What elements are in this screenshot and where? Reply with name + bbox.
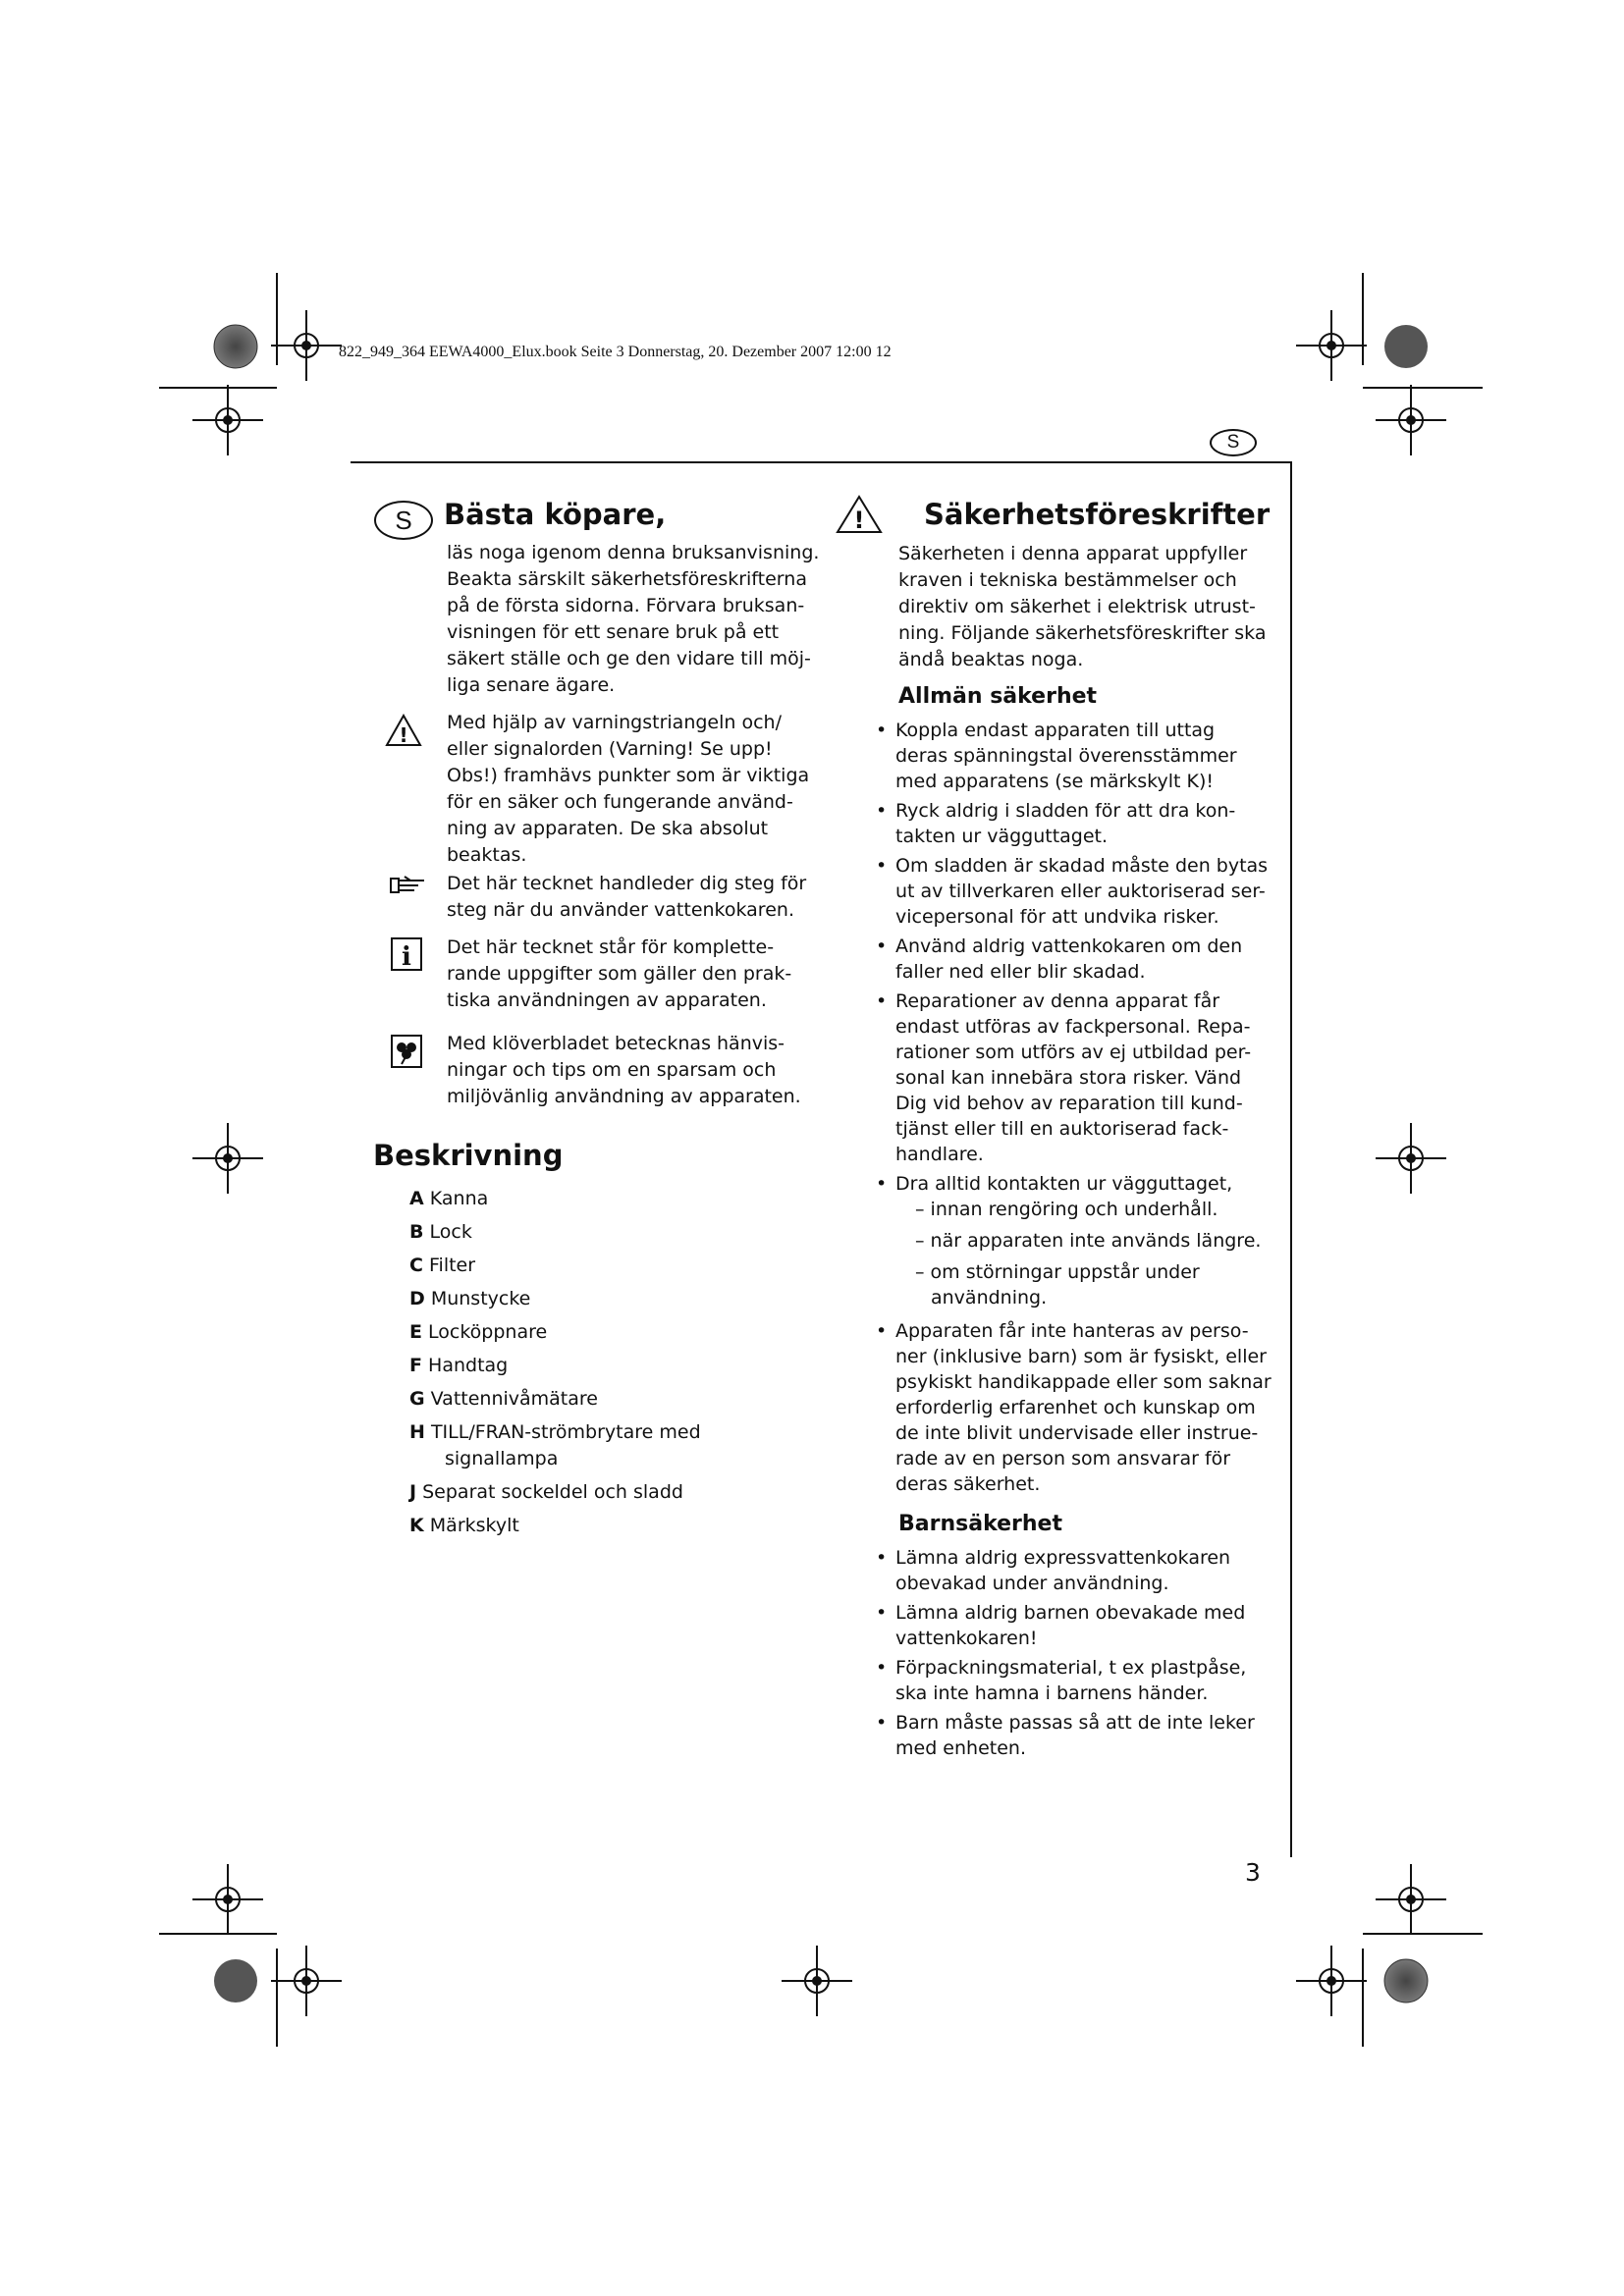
note-line: Det här tecknet står för komplette- <box>447 936 775 958</box>
list-line: de inte blivit undervisade eller instrue- <box>895 1422 1259 1444</box>
part-text: Vattennivåmätare <box>430 1388 598 1410</box>
list-line: rade av en person som ansvarar för <box>895 1448 1231 1469</box>
dash-item <box>915 1197 1288 1222</box>
part-letter: G <box>409 1388 425 1410</box>
note-steps <box>447 871 849 924</box>
list-line: rationer som utförs av ej utbildad per- <box>895 1041 1252 1063</box>
list-line: Reparationer av denna apparat får <box>895 990 1220 1012</box>
part-item <box>409 1186 701 1212</box>
part-letter: C <box>409 1255 423 1276</box>
note-line: eller signalorden (Varning! Se upp! <box>447 738 773 760</box>
dash-item <box>915 1228 1288 1254</box>
part-letter: K <box>409 1515 424 1536</box>
list-line: ut av tillverkaren eller auktoriserad ser- <box>895 881 1266 902</box>
list-item: • Reparationer av denna apparat får endast utföras av fackpersonal. Repa- rationer som utförs av ej utbildad per- sonal kan innebära stora risker. Vänd Dig vid behov av reparation till kund- tjänst eller till en auktoriserad fack- handlare. <box>895 988 1288 1167</box>
greeting-line: läs noga igenom denna bruksanvisning. <box>447 542 820 563</box>
note-line: rande uppgifter som gäller den prak- <box>447 963 792 985</box>
list-line: endast utföras av fackpersonal. Repa- <box>895 1016 1251 1038</box>
note-line: Obs!) framhävs punkter som är viktiga <box>447 765 810 786</box>
intro-line: kraven i tekniska bestämmelser och <box>898 569 1237 591</box>
top-rule <box>351 461 1291 463</box>
part-letter: F <box>409 1355 422 1376</box>
part-item <box>409 1353 701 1379</box>
part-text: Munstycke <box>430 1288 531 1309</box>
greeting-line: visningen för ett senare bruk på ett <box>447 621 780 643</box>
list-line: Om sladden är skadad måste den bytas <box>895 855 1269 877</box>
note-info <box>447 934 849 1014</box>
list-line: Förpackningsmaterial, t ex plastpåse, <box>895 1657 1247 1679</box>
language-badge: S <box>374 501 433 540</box>
part-item <box>409 1479 701 1506</box>
list-line: Lämna aldrig barnen obevakade med <box>895 1602 1246 1624</box>
greeting-text <box>447 540 839 699</box>
part-text: Handtag <box>428 1355 509 1376</box>
note-line: för en säker och fungerande använd- <box>447 791 793 813</box>
parts-list <box>409 1186 701 1539</box>
dash-item <box>915 1259 1288 1310</box>
list-line: ner (inklusive barn) som är fysiskt, eller <box>895 1346 1267 1367</box>
warning-triangle-icon <box>836 495 883 534</box>
part-text: Märkskylt <box>429 1515 519 1536</box>
intro-line: ning. Följande säkerhetsföreskrifter ska <box>898 622 1267 644</box>
list-item: • Barn måste passas så att de inte leker med enheten. <box>895 1710 1288 1761</box>
list-line: sonal kan innebära stora risker. Vänd <box>895 1067 1242 1089</box>
list-line: deras spänningstal överensstämmer <box>895 745 1237 767</box>
list-item: • Använd aldrig vattenkokaren om den faller ned eller blir skadad. <box>895 934 1288 985</box>
list-line: användning. <box>931 1287 1048 1308</box>
page-number: 3 <box>1245 1858 1261 1887</box>
safety-title: Säkerhetsföreskrifter <box>924 498 1271 531</box>
intro-line: ändå beaktas noga. <box>898 649 1084 670</box>
list-line: Apparaten får inte hanteras av perso- <box>895 1320 1249 1342</box>
list-item: • Förpackningsmaterial, t ex plastpåse, ska inte hamna i barnens händer. <box>895 1655 1288 1706</box>
note-line: Med hjälp av varningstriangeln och/ <box>447 712 782 733</box>
greeting-title: Bästa köpare, <box>444 498 667 531</box>
note-line: steg när du använder vattenkokaren. <box>447 899 794 921</box>
list-item: • Ryck aldrig i sladden för att dra kon- takten ur vägguttaget. <box>895 798 1288 849</box>
note-line: ning av apparaten. De ska absolut <box>447 818 769 839</box>
intro-line: Säkerheten i denna apparat uppfyller <box>898 543 1248 564</box>
note-line: beaktas. <box>447 844 527 866</box>
part-item <box>409 1319 701 1346</box>
list-line: Ryck aldrig i sladden för att dra kon- <box>895 800 1236 822</box>
print-header-line: 822_949_364 EEWA4000_Elux.book Seite 3 Donnerstag, 20. Dezember 2007 12:00 12 <box>339 344 892 360</box>
svg-text:!: ! <box>853 507 865 534</box>
note-line: Med klöverbladet betecknas hänvis- <box>447 1033 785 1054</box>
info-icon <box>390 936 423 972</box>
list-line: Dra alltid kontakten ur vägguttaget, <box>895 1173 1233 1195</box>
list-line: Dig vid behov av reparation till kund- <box>895 1093 1243 1114</box>
list-item: • Apparaten får inte hanteras av perso- ner (inklusive barn) som är fysiskt, eller psykiskt handikappade eller som saknar erforderlig erfarenhet och kunskap om de inte blivit undervisade eller instrue- rade av en person som ansvarar för deras säkerhet. <box>895 1318 1288 1497</box>
part-item <box>409 1386 701 1413</box>
child-safety-list <box>876 1545 1288 1761</box>
note-warning <box>447 710 849 869</box>
part-text: TILL/FRAN-strömbrytare med <box>430 1421 701 1443</box>
description-title: Beskrivning <box>373 1139 564 1172</box>
greeting-line: på de första sidorna. Förvara bruksan- <box>447 595 805 616</box>
list-line: Använd aldrig vattenkokaren om den <box>895 935 1243 957</box>
language-badge-top: S <box>1210 429 1257 456</box>
part-text: Filter <box>429 1255 476 1276</box>
list-line: obevakad under användning. <box>895 1573 1169 1594</box>
part-item <box>409 1419 701 1446</box>
part-text: Lock <box>429 1221 472 1243</box>
list-line: ska inte hamna i barnens händer. <box>895 1682 1209 1704</box>
part-letter: A <box>409 1188 424 1209</box>
warning-triangle-icon <box>385 714 422 747</box>
part-text: Kanna <box>429 1188 489 1209</box>
part-letter: E <box>409 1321 422 1343</box>
general-safety-title: Allmän säkerhet <box>898 684 1098 709</box>
list-item: • Lämna aldrig expressvattenkokaren obevakad under användning. <box>895 1545 1288 1596</box>
list-line: Barn måste passas så att de inte leker <box>895 1712 1255 1734</box>
child-safety-title: Barnsäkerhet <box>898 1512 1062 1536</box>
cloverleaf-icon <box>390 1034 423 1069</box>
general-safety-list <box>876 718 1288 1497</box>
list-line: tjänst eller till en auktoriserad fack- <box>895 1118 1229 1140</box>
part-text: Locköppnare <box>428 1321 548 1343</box>
note-line: ningar och tips om en sparsam och <box>447 1059 777 1081</box>
part-letter: D <box>409 1288 425 1309</box>
intro-line: direktiv om säkerhet i elektrisk utrust- <box>898 596 1256 617</box>
part-item <box>409 1219 701 1246</box>
note-environment <box>447 1031 849 1110</box>
list-item: • Om sladden är skadad måste den bytas ut av tillverkaren eller auktoriserad ser- vicepersonal för att undvika risker. <box>895 853 1288 930</box>
svg-text:i: i <box>402 942 411 972</box>
pointing-hand-icon <box>389 873 428 896</box>
part-item <box>409 1253 701 1279</box>
list-line: – innan rengöring och underhåll. <box>915 1199 1218 1220</box>
part-item <box>409 1286 701 1312</box>
list-line: – om störningar uppstår under <box>915 1261 1200 1283</box>
part-letter: H <box>409 1421 425 1443</box>
note-line: tiska användningen av apparaten. <box>447 989 767 1011</box>
list-line: psykiskt handikappade eller som saknar <box>895 1371 1272 1393</box>
svg-text:!: ! <box>399 723 408 747</box>
list-line: faller ned eller blir skadad. <box>895 961 1146 983</box>
list-item: • Lämna aldrig barnen obevakade med vattenkokaren! <box>895 1600 1288 1651</box>
list-line: Lämna aldrig expressvattenkokaren <box>895 1547 1231 1569</box>
note-line: Det här tecknet handleder dig steg för <box>447 873 807 894</box>
list-line: vattenkokaren! <box>895 1628 1038 1649</box>
safety-intro <box>898 541 1291 673</box>
list-line: med apparatens (se märkskylt K)! <box>895 771 1215 792</box>
list-line: vicepersonal för att undvika risker. <box>895 906 1219 928</box>
greeting-line: säkert ställe och ge den vidare till möj- <box>447 648 811 669</box>
list-item: • Koppla endast apparaten till uttag deras spänningstal överensstämmer med apparatens (se märkskylt K)! <box>895 718 1288 794</box>
part-letter: B <box>409 1221 424 1243</box>
list-item: • Dra alltid kontakten ur vägguttaget, <box>895 1171 1288 1197</box>
part-letter: J <box>409 1481 417 1503</box>
list-line: – när apparaten inte används längre. <box>915 1230 1262 1252</box>
part-item <box>409 1513 701 1539</box>
list-line: erforderlig erfarenhet och kunskap om <box>895 1397 1256 1418</box>
part-text: Separat sockeldel och sladd <box>422 1481 683 1503</box>
greeting-line: Beakta särskilt säkerhetsföreskrifterna <box>447 568 807 590</box>
list-line: handlare. <box>895 1144 984 1165</box>
list-line: med enheten. <box>895 1737 1026 1759</box>
note-line: miljövänlig användning av apparaten. <box>447 1086 801 1107</box>
list-line: Koppla endast apparaten till uttag <box>895 720 1216 741</box>
part-text: signallampa <box>445 1448 559 1469</box>
greeting-line: liga senare ägare. <box>447 674 616 696</box>
part-item-continuation <box>445 1446 701 1472</box>
list-line: takten ur vägguttaget. <box>895 826 1109 847</box>
list-line: deras säkerhet. <box>895 1473 1041 1495</box>
